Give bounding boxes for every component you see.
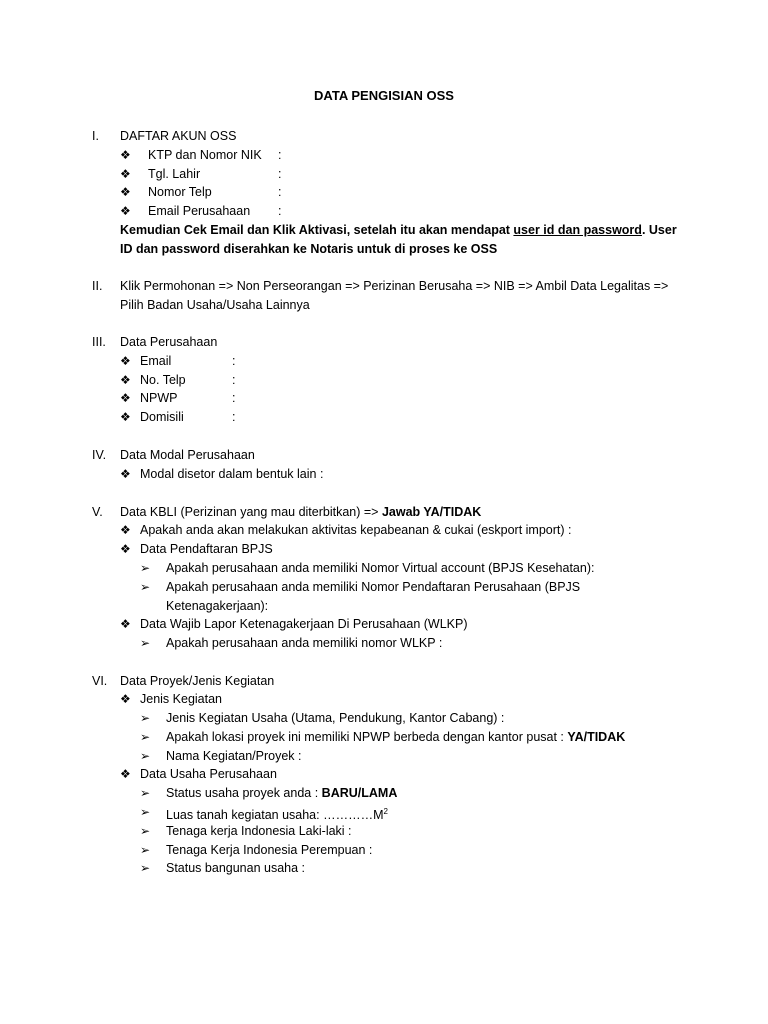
arrow-bullet-icon: ➢ xyxy=(140,561,151,575)
field-label-npwp: NPWP xyxy=(140,391,178,405)
section-2-line1: Klik Permohonan => Non Perseorangan => Perizinan Berusaha => NIB => Ambil Data Legalitas => xyxy=(120,279,669,293)
section-6-sub3: Nama Kegiatan/Proyek : xyxy=(166,749,302,763)
arrow-bullet-icon: ➢ xyxy=(140,861,151,875)
section-3-heading: Data Perusahaan xyxy=(120,335,218,349)
section-5-sub1: Apakah perusahaan anda memiliki Nomor Virtual account (BPJS Kesehatan): xyxy=(166,561,595,575)
section-1-number: I. xyxy=(92,129,99,143)
diamond-bullet-icon: ❖ xyxy=(120,467,131,481)
diamond-bullet-icon: ❖ xyxy=(120,410,131,424)
field-label-email: Email xyxy=(140,354,172,368)
field-label-telp: No. Telp xyxy=(140,373,186,387)
section-5-heading xyxy=(120,503,481,521)
section-2-number: II. xyxy=(92,279,103,293)
diamond-bullet-icon: ❖ xyxy=(120,373,131,387)
section-6-sub4-text: Status usaha proyek anda : xyxy=(166,786,322,800)
section-6-sub8: Status bangunan usaha : xyxy=(166,861,306,875)
section-1-heading: DAFTAR AKUN OSS xyxy=(120,129,237,143)
section-6-item2: Data Usaha Perusahaan xyxy=(140,767,277,781)
arrow-bullet-icon: ➢ xyxy=(140,749,151,763)
arrow-bullet-icon: ➢ xyxy=(140,824,151,838)
field-colon: : xyxy=(232,410,236,424)
field-label-birthdate: Tgl. Lahir xyxy=(148,167,201,181)
section-6-sub2-bold: YA/TIDAK xyxy=(567,730,626,744)
field-colon: : xyxy=(278,204,282,218)
document-title: DATA PENGISIAN OSS xyxy=(314,88,454,103)
diamond-bullet-icon: ❖ xyxy=(120,354,131,368)
section-5-number: V. xyxy=(92,505,103,519)
diamond-bullet-icon: ❖ xyxy=(120,542,131,556)
arrow-bullet-icon: ➢ xyxy=(140,843,151,857)
field-label-email-company: Email Perusahaan xyxy=(148,204,251,218)
section-6-sub7: Tenaga Kerja Indonesia Perempuan : xyxy=(166,843,373,857)
section-6-item1: Jenis Kegiatan xyxy=(140,692,223,706)
arrow-bullet-icon: ➢ xyxy=(140,636,151,650)
field-colon: : xyxy=(232,391,236,405)
diamond-bullet-icon: ❖ xyxy=(120,148,131,162)
field-colon: : xyxy=(278,148,282,162)
section-5-sub2-line2: Ketenagakerjaan): xyxy=(166,599,269,613)
section-5-item3: Data Wajib Lapor Ketenagakerjaan Di Perusahaan (WLKP) xyxy=(140,617,468,631)
section-6-sub5 xyxy=(166,803,388,824)
section-5-heading-bold: Jawab YA/TIDAK xyxy=(381,505,482,519)
section-4-heading: Data Modal Perusahaan xyxy=(120,448,255,462)
section-5-heading-text: Data KBLI (Perizinan yang mau diterbitkan) => xyxy=(120,505,382,519)
section-6-sub2-text: Apakah lokasi proyek ini memiliki NPWP berbeda dengan kantor pusat : xyxy=(166,730,568,744)
superscript-2: 2 xyxy=(383,807,388,816)
section-5-item1: Apakah anda akan melakukan aktivitas kepabeanan & cukai (eskport import) : xyxy=(140,523,572,537)
account-note-line2: ID dan password diserahkan ke Notaris untuk di proses ke OSS xyxy=(120,242,498,256)
diamond-bullet-icon: ❖ xyxy=(120,167,131,181)
diamond-bullet-icon: ❖ xyxy=(120,391,131,405)
diamond-bullet-icon: ❖ xyxy=(120,692,131,706)
arrow-bullet-icon: ➢ xyxy=(140,786,151,800)
section-5-sub3: Apakah perusahaan anda memiliki nomor WLKP : xyxy=(166,636,443,650)
diamond-bullet-icon: ❖ xyxy=(120,523,131,537)
section-4-item: Modal disetor dalam bentuk lain : xyxy=(140,467,324,481)
arrow-bullet-icon: ➢ xyxy=(140,711,151,725)
arrow-bullet-icon: ➢ xyxy=(140,730,151,744)
section-6-sub1: Jenis Kegiatan Usaha (Utama, Pendukung, Kantor Cabang) : xyxy=(166,711,505,725)
note-underlined: user id dan password xyxy=(513,223,642,237)
diamond-bullet-icon: ❖ xyxy=(120,185,131,199)
field-colon: : xyxy=(278,185,282,199)
note-text: Kemudian Cek Email dan Klik Aktivasi, setelah itu akan mendapat xyxy=(120,223,514,237)
diamond-bullet-icon: ❖ xyxy=(120,617,131,631)
section-4-number: IV. xyxy=(92,448,107,462)
field-label-domicile: Domisili xyxy=(140,410,184,424)
section-6-sub5-text: Luas tanah kegiatan usaha: …………M xyxy=(166,808,384,823)
section-6-number: VI. xyxy=(92,674,108,688)
section-2-line2: Pilih Badan Usaha/Usaha Lainnya xyxy=(120,298,310,312)
section-6-sub4-bold: BARU/LAMA xyxy=(321,786,398,800)
section-6-sub2 xyxy=(166,728,625,746)
field-label-ktp: KTP dan Nomor NIK xyxy=(148,148,262,162)
account-note-line1 xyxy=(120,221,677,239)
field-label-phone: Nomor Telp xyxy=(148,185,212,199)
diamond-bullet-icon: ❖ xyxy=(120,204,131,218)
section-5-item2: Data Pendaftaran BPJS xyxy=(140,542,273,556)
section-6-sub6: Tenaga kerja Indonesia Laki-laki : xyxy=(166,824,352,838)
field-colon: : xyxy=(232,373,236,387)
arrow-bullet-icon: ➢ xyxy=(140,805,151,819)
section-6-heading: Data Proyek/Jenis Kegiatan xyxy=(120,674,275,688)
arrow-bullet-icon: ➢ xyxy=(140,580,151,594)
section-6-sub4 xyxy=(166,784,397,802)
field-colon: : xyxy=(232,354,236,368)
section-5-sub2-line1: Apakah perusahaan anda memiliki Nomor Pendaftaran Perusahaan (BPJS xyxy=(166,580,581,594)
diamond-bullet-icon: ❖ xyxy=(120,767,131,781)
field-colon: : xyxy=(278,167,282,181)
section-3-number: III. xyxy=(92,335,106,349)
note-text-end: . User xyxy=(641,223,677,237)
